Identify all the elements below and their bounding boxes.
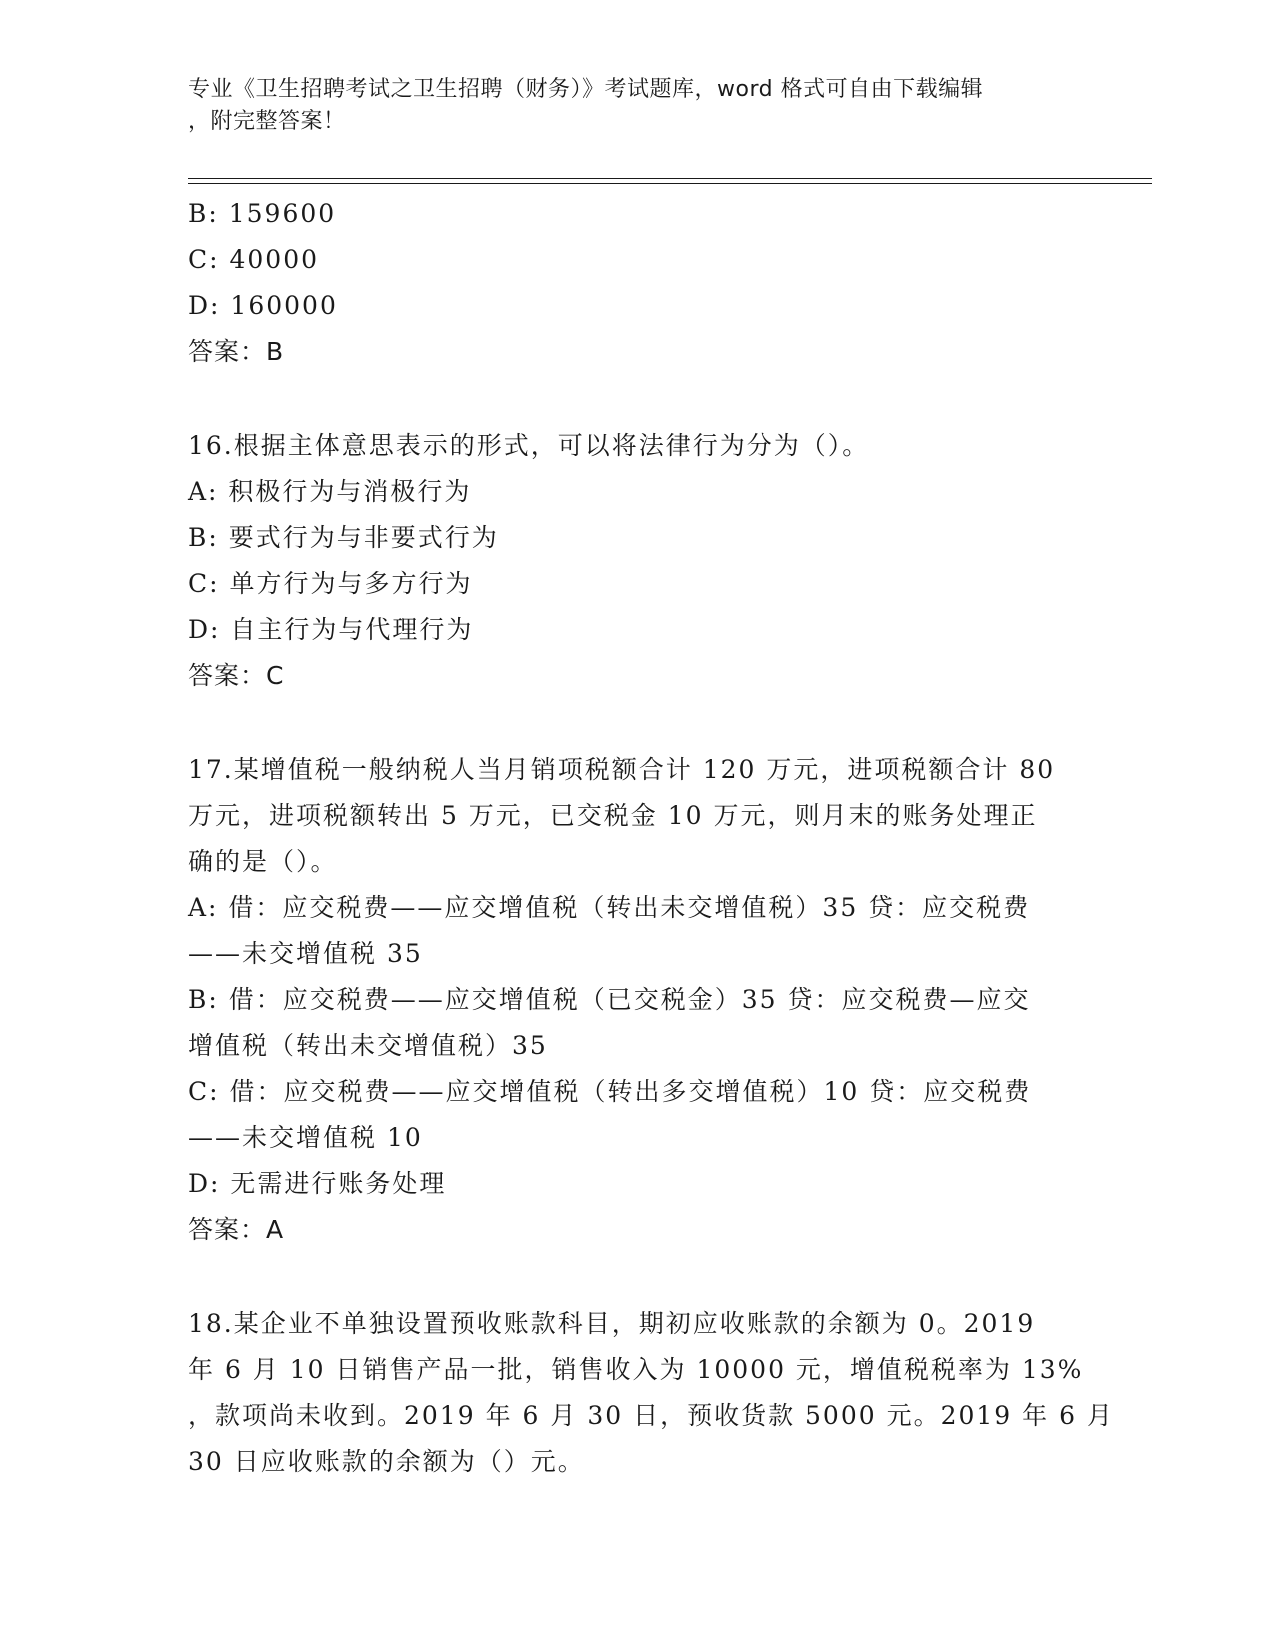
header-line-1: 专业《卫生招聘考试之卫生招聘（财务）》考试题库，word 格式可自由下载编辑 — [188, 77, 984, 102]
question-15 — [188, 191, 1088, 375]
option-c-line: ——未交增值税 10 — [188, 1123, 423, 1152]
question-text-line: ，款项尚未收到。2019 年 6 月 30 日，预收货款 5000 元。2019 年 6 月 — [188, 1401, 1114, 1430]
option-b-line: B: 借：应交税费——应交增值税（已交税金）35 贷：应交税费—应交 — [188, 985, 1031, 1014]
answer: 答案：A — [188, 1215, 285, 1244]
question-16 — [188, 423, 1088, 699]
spacer — [188, 699, 1088, 747]
question-text-line: 30 日应收账款的余额为（）元。 — [188, 1447, 585, 1476]
option-c: C: 单方行为与多方行为 — [188, 569, 473, 598]
option-d: D: 160000 — [188, 291, 338, 320]
question-text-line: 确的是（）。 — [188, 847, 338, 876]
document-header — [188, 74, 1088, 138]
question-text-line: 18.某企业不单独设置预收账款科目，期初应收账款的余额为 0。2019 — [188, 1309, 1036, 1338]
header-divider-bottom — [188, 183, 1152, 184]
option-a-line: A: 借：应交税费——应交增值税（转出未交增值税）35 贷：应交税费 — [188, 893, 1031, 922]
answer: 答案：B — [188, 337, 285, 366]
header-line-2: ，附完整答案！ — [188, 109, 346, 134]
question-17 — [188, 747, 1088, 1253]
option-b: B: 159600 — [188, 199, 337, 228]
option-c-line: C: 借：应交税费——应交增值税（转出多交增值税）10 贷：应交税费 — [188, 1077, 1032, 1106]
option-a: A: 积极行为与消极行为 — [188, 477, 472, 506]
spacer — [188, 1253, 1088, 1301]
option-d: D: 无需进行账务处理 — [188, 1169, 447, 1198]
question-text-line: 万元，进项税额转出 5 万元，已交税金 10 万元，则月末的账务处理正 — [188, 801, 1038, 830]
option-b: B: 要式行为与非要式行为 — [188, 523, 499, 552]
question-text-line: 17.某增值税一般纳税人当月销项税额合计 120 万元，进项税额合计 80 — [188, 755, 1056, 784]
option-d: D: 自主行为与代理行为 — [188, 615, 474, 644]
question-text: 16.根据主体意思表示的形式，可以将法律行为分为（）。 — [188, 431, 870, 460]
option-c: C: 40000 — [188, 245, 320, 274]
question-list — [188, 191, 1114, 1485]
option-b-line: 增值税（转出未交增值税）35 — [188, 1031, 548, 1060]
question-18 — [188, 1301, 1114, 1485]
header-divider-top — [188, 178, 1152, 179]
option-a-line: ——未交增值税 35 — [188, 939, 423, 968]
answer: 答案：C — [188, 661, 285, 690]
question-text-line: 年 6 月 10 日销售产品一批，销售收入为 10000 元，增值税税率为 13% — [188, 1355, 1084, 1384]
spacer — [188, 375, 1088, 423]
